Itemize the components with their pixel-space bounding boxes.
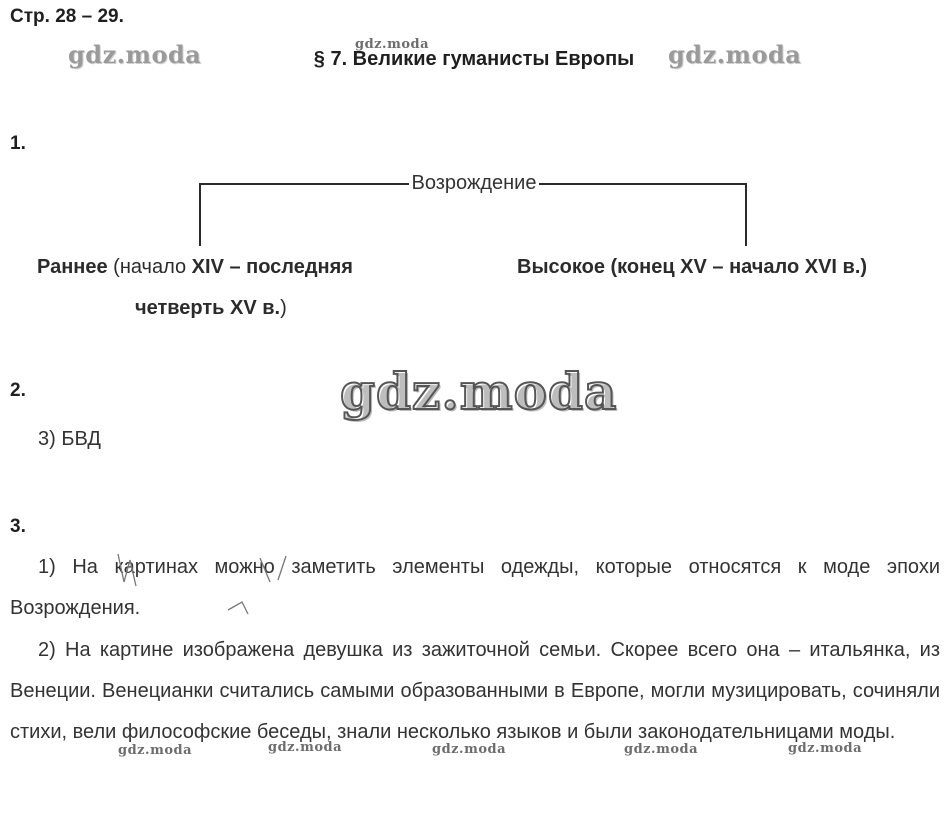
question-3-paragraph-1: 1) На картинах можно заметить элементы одежды, которые относятся к моде эпохи Возрождения. (10, 556, 940, 619)
watermark: gdz.moda (788, 741, 863, 756)
question-3-paragraph-2: 2) На картине изображена девушка из зажиточной семьи. Скорее всего она – итальянка, из Венеции. Венецианки считались самыми образованными в Европе, могли музицировать, сочиняли стихи, вели философские беседы, знали несколько языков и были законодательницами моды. (10, 639, 940, 743)
diagram-root-label: Возрождение (0, 172, 948, 195)
question-2-number: 2. (10, 380, 26, 401)
page-reference: Стр. 28 – 29. (10, 6, 124, 27)
watermark-large: gdz.moda (340, 362, 618, 421)
early-renaissance-branch (37, 248, 353, 286)
scribble-mark (110, 552, 310, 622)
early-renaissance-branch-line2 (135, 289, 287, 327)
watermark: gdz.moda (355, 37, 430, 52)
watermark: gdz.moda (668, 40, 802, 69)
early-open: (начало (107, 256, 192, 278)
question-1-number: 1. (10, 133, 26, 154)
early-bold-span: XIV – последняя (191, 256, 353, 278)
early-bold-line2: четверть XV в. (135, 297, 281, 319)
section-title: § 7. Великие гуманисты Европы (313, 48, 635, 70)
question-2-answer: 3) БВД (38, 428, 101, 450)
watermark: gdz.moda (68, 40, 202, 69)
watermark: gdz.moda (118, 743, 193, 758)
watermark: gdz.moda (432, 742, 507, 757)
question-3-number: 3. (10, 516, 26, 537)
watermark: gdz.moda (624, 742, 699, 757)
early-close: ) (280, 297, 287, 319)
high-renaissance-branch: Высокое (конец XV – начало XVI в.) (517, 256, 868, 278)
watermark: gdz.moda (268, 740, 343, 755)
early-name: Раннее (37, 256, 108, 278)
